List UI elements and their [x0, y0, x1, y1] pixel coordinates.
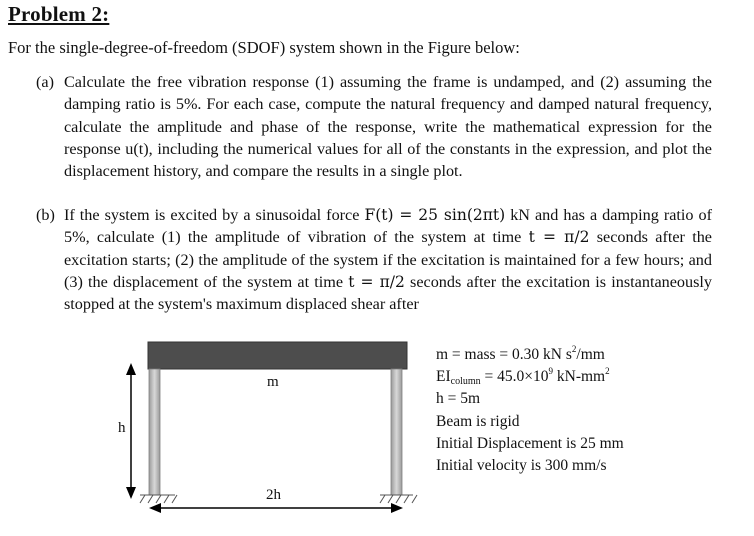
- part-a-text: Calculate the free vibration response (1) assuming the frame is undamped, and (2) assuming the damping ratio is 5%. For each case, compute the natural frequency and damped natural frequency, calculate the amplitude and phase of the response, write the mathematical expression for the response u(t), including the numerical values for all of the constants in the expression, and plot the displacement history, and compare the results in a single plot.: [64, 73, 712, 181]
- force-expression: F(t) = 25 sin(2πt): [364, 206, 506, 224]
- left-column: [149, 369, 160, 495]
- initial-velocity-property: Initial velocity is 300 mm/s: [436, 457, 607, 475]
- mass-exponent: 2: [571, 344, 577, 354]
- part-b-label: (b): [36, 206, 55, 224]
- height-label: h: [118, 420, 126, 436]
- ei-unit: kN-mm: [553, 368, 606, 386]
- beam-property: Beam is rigid: [436, 412, 520, 430]
- mass-suffix: /mm: [576, 346, 605, 363]
- part-b-text-2: kN and has a damping ratio of 5%, calculate (1) the amplitude of vibration of the system at time: [64, 206, 712, 247]
- width-label: 2h: [266, 487, 281, 503]
- width-dimension-arrow: [149, 503, 403, 513]
- ei-exponent: 9: [548, 366, 553, 377]
- system-properties: [436, 344, 624, 477]
- part-b-text-4: seconds after the excitation is instantaneously stopped at the system's maximum displaced shear after: [64, 272, 712, 314]
- part-b-text-1: If the system is excited by a sinusoidal force: [64, 206, 365, 224]
- ei-value: = 45.0×10: [480, 368, 549, 386]
- height-property: h = 5m: [436, 390, 481, 408]
- mass-label: m: [267, 374, 279, 390]
- ei-property: [436, 366, 624, 388]
- mass-prefix: m = mass = 0.30 kN s: [436, 346, 572, 363]
- time-expression-2: t = π/2: [348, 272, 405, 291]
- rigid-beam: [148, 342, 407, 369]
- time-expression-1: t = π/2: [528, 228, 590, 247]
- right-column: [391, 369, 402, 495]
- problem-title: Problem 2:: [8, 2, 110, 26]
- right-fixed-support: [380, 495, 417, 503]
- ei-prefix: EI: [436, 368, 451, 386]
- part-b-text-3: seconds after the excitation starts; (2) the amplitude of the system if the excitation is maintained for a few hours; and (3) the displacement of the system at time: [64, 228, 712, 291]
- mass-property: [436, 344, 624, 366]
- height-dimension-arrow: [126, 363, 136, 499]
- ei-subscript: column: [450, 376, 481, 388]
- initial-displacement-property: Initial Displacement is 25 mm: [436, 434, 624, 452]
- problem-intro: For the single-degree-of-freedom (SDOF) system shown in the Figure below:: [8, 38, 520, 57]
- part-a-label: (a): [36, 73, 54, 91]
- ei-unit-exponent: 2: [605, 366, 610, 377]
- left-fixed-support: [140, 495, 177, 503]
